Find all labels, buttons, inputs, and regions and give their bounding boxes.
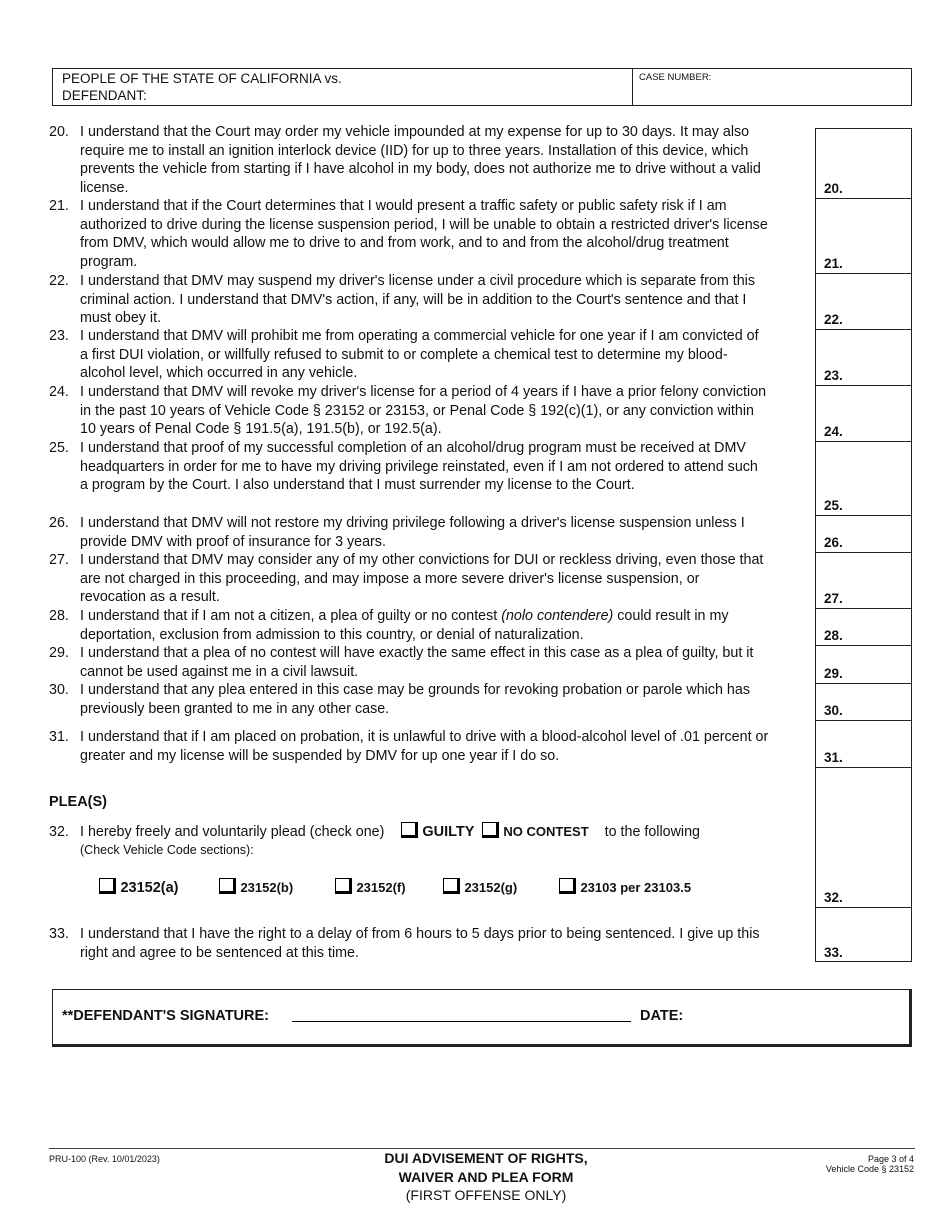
item-number: 31.: [49, 729, 69, 745]
plea-intro: I hereby freely and voluntarily plead (check one): [80, 824, 385, 840]
code-label: 23152(b): [240, 880, 294, 895]
item-number: 26.: [49, 515, 69, 531]
item-text: I understand that DMV will revoke my driver's license for a period of 4 years if I have a prior felony conviction in the past 10 years of Vehicle Code § 23152 or 23153, or Penal Code § 192(c)(1), or any conviction within 10 years of Penal Code § 191.5(a), 191.5(b), or 192.5(a).: [80, 384, 767, 438]
plea-heading: PLEA(S): [49, 794, 107, 810]
signature-label: **DEFENDANT'S SIGNATURE:: [62, 1008, 269, 1024]
item-number: 30.: [49, 682, 69, 698]
item-text: I understand that DMV will not restore my driving privilege following a driver's license suspension unless I provide DMV with proof of insurance for 3 years.: [80, 515, 745, 550]
initials-box-21[interactable]: [816, 199, 911, 274]
item-text: I understand that the Court may order my vehicle impounded at my expense for up to 30 days. It may also require me to install an ignition interlock device (IID) for up to three years. Installation of this device, which prevents the vehicle from starting if I have alcohol in my body, does not authorize me to drive without a valid license.: [80, 124, 761, 196]
initials-label: 28.: [824, 628, 843, 643]
defendant-line: DEFENDANT:: [62, 88, 147, 103]
page-info: [826, 1154, 914, 1174]
item-text-italic: (nolo contendere): [501, 608, 614, 624]
item-text: [80, 607, 769, 644]
code-label: 23152(a): [120, 880, 179, 896]
item-text: I understand that a plea of no contest will have exactly the same effect in this case as a plea of guilty, but it cannot be used against me in a civil lawsuit.: [80, 645, 754, 680]
item-text-start: I understand that if I am not a citizen, a plea of guilty or no contest: [80, 608, 502, 624]
initials-label: 23.: [824, 368, 843, 383]
code-option-23152b: [219, 878, 293, 897]
initials-label: 29.: [824, 666, 843, 681]
initials-box-28[interactable]: [816, 609, 911, 646]
item-text: I understand that DMV may consider any of my other convictions for DUI or reckless driving, even those that are not charged in this proceeding, and may impose a more severe driver's license suspension, or revocation as a result.: [80, 552, 764, 606]
vehicle-code-ref: Vehicle Code § 23152: [825, 1164, 914, 1174]
date-label: DATE:: [640, 1008, 684, 1024]
initials-box-26[interactable]: [816, 516, 911, 553]
item-number: 28.: [49, 608, 69, 624]
initials-label: 30.: [824, 703, 843, 718]
initials-label: 24.: [824, 424, 843, 439]
item-24: [49, 383, 769, 439]
item-27: [49, 551, 769, 607]
item-20: [49, 123, 769, 197]
initials-label: 21.: [824, 256, 843, 271]
item-25: [49, 439, 769, 495]
item-33: [49, 925, 769, 962]
item-29: [49, 644, 769, 681]
initials-box-32[interactable]: [816, 768, 911, 908]
item-number: 27.: [49, 552, 69, 568]
item-28: [49, 607, 769, 644]
code-checkbox[interactable]: [219, 878, 236, 894]
code-checkbox[interactable]: [443, 878, 460, 894]
item-text: I understand that I have the right to a delay of from 6 hours to 5 days prior to being sentenced. I give up this right and agree to be sentenced at this time.: [80, 926, 760, 961]
people-vs-line: PEOPLE OF THE STATE OF CALIFORNIA vs.: [62, 71, 342, 86]
initials-box-20[interactable]: [816, 129, 911, 199]
form-title-line3: (FIRST OFFENSE ONLY): [405, 1187, 567, 1203]
item-text: I understand that proof of my successful completion of an alcohol/drug program must be received at DMV headquarters in order for me to have my driving privilege reinstated, even if I am not ordered to attend such a program by the Court. I also understand that I must surrender my license to the Court.: [80, 440, 758, 494]
item-26: [49, 514, 769, 551]
signature-box: [52, 989, 912, 1047]
item-text: I understand that DMV will prohibit me from operating a commercial vehicle for one year if I am convicted of a first DUI violation, or willfully refused to submit to or complete a chemical test to determine my blood-alcohol level, which occurred in any vehicle.: [80, 328, 759, 382]
code-checkbox[interactable]: [99, 878, 116, 894]
form-title: [336, 1149, 636, 1205]
item-number: 20.: [49, 124, 69, 140]
item-21: [49, 197, 769, 271]
code-checkbox[interactable]: [559, 878, 576, 894]
initials-box-29[interactable]: [816, 646, 911, 684]
initials-column: [815, 128, 912, 962]
item-number: 21.: [49, 198, 69, 214]
item-number: 23.: [49, 328, 69, 344]
initials-box-23[interactable]: [816, 330, 911, 386]
guilty-checkbox[interactable]: [401, 822, 418, 838]
initials-label: 20.: [824, 181, 843, 196]
code-label: 23103 per 23103.5: [580, 880, 692, 895]
form-id: PRU-100 (Rev. 10/01/2023): [49, 1154, 160, 1164]
item-number: 22.: [49, 273, 69, 289]
case-header: [52, 68, 912, 106]
initials-label: 22.: [824, 312, 843, 327]
form-title-line2: WAIVER AND PLEA FORM: [398, 1168, 574, 1185]
item-text: I understand that if the Court determines that I would present a traffic safety or public safety risk if I am authorized to drive during the license suspension period, I will be unable to obtain a restricted driver's license from DMV, which would allow me to drive to and from work, and to and from the alcohol/drug treatment program.: [80, 198, 768, 270]
item-30: [49, 681, 769, 718]
item-31: [49, 728, 769, 765]
item-text: I understand that DMV may suspend my driver's license under a civil procedure which is separate from this criminal action. I understand that DMV's action, if any, will be in addition to the Court's sentence and that I must obey it.: [80, 273, 755, 327]
plea-subtext: (Check Vehicle Code sections):: [80, 843, 254, 857]
item-23: [49, 327, 769, 383]
code-option-23152a: [99, 878, 179, 897]
code-checkbox[interactable]: [335, 878, 352, 894]
no-contest-label: NO CONTEST: [503, 824, 589, 839]
form-title-line1: DUI ADVISEMENT OF RIGHTS,: [384, 1150, 588, 1166]
initials-label: 33.: [824, 945, 843, 960]
no-contest-checkbox[interactable]: [482, 822, 499, 838]
item-text-end: could result in my deportation, exclusion from admission to this country, or denial of naturalization.: [80, 608, 729, 643]
initials-box-27[interactable]: [816, 553, 911, 609]
code-option-23103: [559, 878, 691, 897]
initials-box-24[interactable]: [816, 386, 911, 442]
item-number: 25.: [49, 440, 69, 456]
plea-following: to the following: [604, 824, 700, 840]
item-text: I understand that if I am placed on probation, it is unlawful to drive with a blood-alcohol level of .01 percent or greater and my license will be suspended by DMV for up one year if I do so.: [80, 729, 769, 764]
initials-box-31[interactable]: [816, 721, 911, 768]
code-option-23152f: [335, 878, 406, 897]
page-number: Page 3 of 4: [867, 1154, 914, 1164]
code-label: 23152(g): [464, 880, 518, 895]
code-label: 23152(f): [356, 880, 406, 895]
signature-line[interactable]: [292, 1021, 631, 1022]
initials-label: 25.: [824, 498, 843, 513]
plea-line: [49, 822, 789, 840]
initials-label: 32.: [824, 890, 843, 905]
item-text: I understand that any plea entered in this case may be grounds for revoking probation or parole which has previously been granted to me in any other case.: [80, 682, 750, 717]
case-caption: [53, 69, 633, 105]
initials-label: 31.: [824, 750, 843, 765]
item-number: 32.: [49, 824, 69, 840]
initials-label: 26.: [824, 535, 843, 550]
initials-box-30[interactable]: [816, 684, 911, 721]
item-number: 24.: [49, 384, 69, 400]
initials-box-22[interactable]: [816, 274, 911, 330]
initials-label: 27.: [824, 591, 843, 606]
code-option-23152g: [443, 878, 517, 897]
initials-box-25[interactable]: [816, 442, 911, 516]
initials-box-33[interactable]: [816, 908, 911, 962]
item-22: [49, 272, 769, 328]
item-number: 29.: [49, 645, 69, 661]
guilty-label: GUILTY: [422, 824, 475, 840]
case-number-label: CASE NUMBER:: [639, 72, 712, 83]
item-number: 33.: [49, 926, 69, 942]
